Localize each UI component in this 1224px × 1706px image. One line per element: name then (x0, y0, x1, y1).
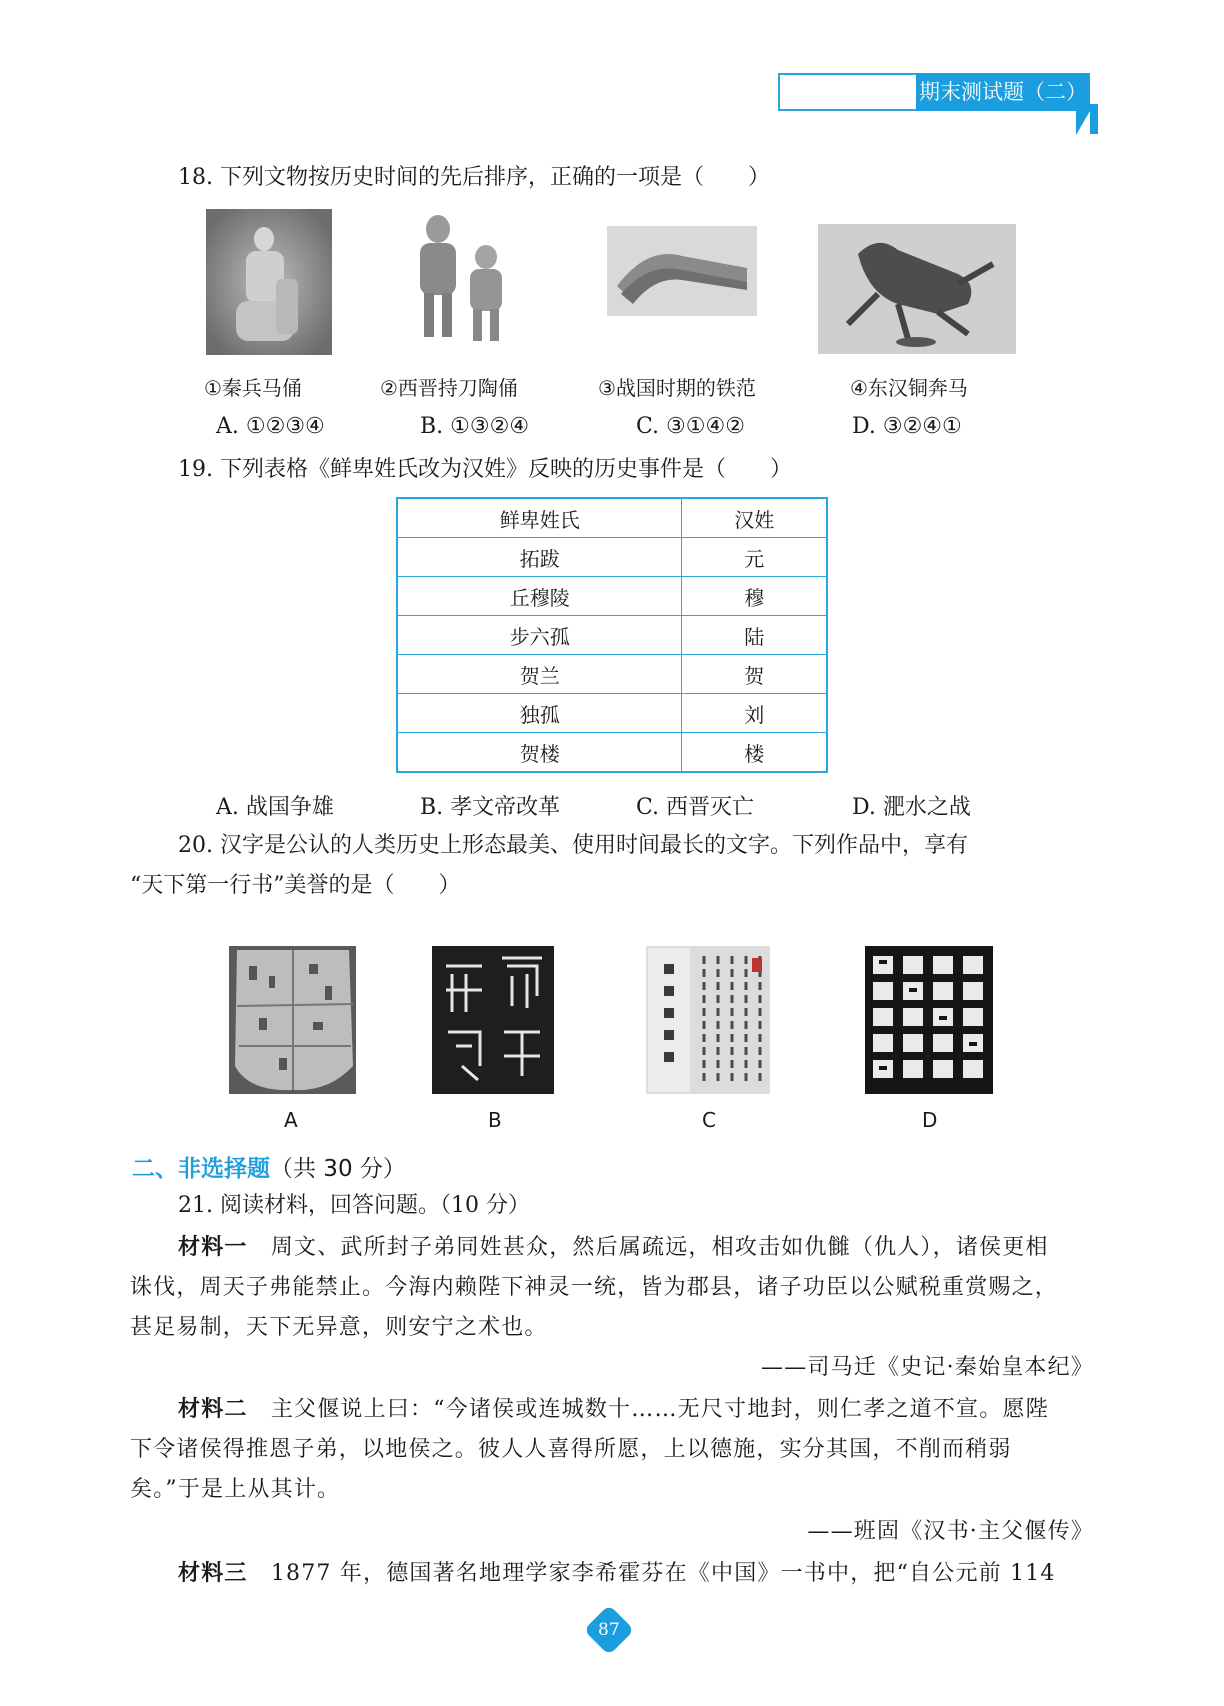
q20-label-b: B (488, 1108, 502, 1132)
q19-option-b[interactable]: B. 孝文帝改革 (420, 795, 561, 820)
table-row (397, 577, 827, 616)
page-number-badge (584, 1605, 635, 1656)
material-2-line1 (178, 1390, 1049, 1430)
q20-stem-line1: 20. 汉字是公认的人类历史上形态最美、使用时间最长的文字。下列作品中，享有 (178, 833, 968, 858)
lanting-preface-image (646, 946, 770, 1094)
table-cell: 贺兰 (397, 655, 682, 694)
q18-option-a[interactable]: A. ①②③④ (216, 414, 325, 439)
q19-option-c[interactable]: C. 西晋灭亡 (636, 795, 755, 820)
material-3-label: 材料三 (178, 1561, 248, 1586)
q20-label-d: D (922, 1108, 938, 1132)
table-header-row (397, 498, 827, 538)
material-2-line3: 矣。”于是上从其计。 (130, 1477, 341, 1502)
table-cell: 贺楼 (397, 733, 682, 773)
table-cell: 贺 (682, 655, 827, 694)
material-1-line1 (178, 1228, 1049, 1268)
q20-label-c: C (702, 1108, 716, 1132)
q19-option-a[interactable]: A. 战国争雄 (216, 795, 334, 820)
table-row (397, 655, 827, 694)
bronze-galloping-horse-image (818, 224, 1016, 354)
material-2-label: 材料二 (178, 1397, 248, 1422)
section-title-text: 二、非选择题 (132, 1156, 270, 1182)
q18-caption-4: ④东汉铜奔马 (850, 376, 968, 400)
section-title (132, 1150, 406, 1183)
seal-script-image (432, 946, 554, 1094)
section-score: （共 30 分） (270, 1156, 406, 1182)
material-3-text: 1877 年，德国著名地理学家李希霍芬在《中国》一书中，把“自公元前 114 (270, 1561, 1056, 1586)
pottery-figurines-image (400, 207, 520, 347)
material-1-line3: 甚足易制，天下无异意，则安宁之术也。 (130, 1315, 548, 1340)
q18-caption-2: ②西晋持刀陶俑 (380, 376, 518, 400)
table-cell: 步六孤 (397, 616, 682, 655)
material-1-line2: 诛伐，周天子弗能禁止。今海内赖陛下神灵一统，皆为郡县，诸子功臣以公赋税重赏赐之， (130, 1275, 1059, 1300)
q18-option-d[interactable]: D. ③②④① (852, 414, 962, 439)
q19-option-d[interactable]: D. 淝水之战 (852, 795, 971, 820)
table-cell: 刘 (682, 694, 827, 733)
table-header-cell: 鲜卑姓氏 (397, 498, 682, 538)
table-cell: 楼 (682, 733, 827, 773)
table-header-cell: 汉姓 (682, 498, 827, 538)
table-row (397, 694, 827, 733)
oracle-bone-image (229, 946, 356, 1094)
table-cell: 元 (682, 538, 827, 577)
q21-stem: 21. 阅读材料，回答问题。（10 分） (178, 1193, 530, 1218)
header-tab-corner (1076, 111, 1090, 135)
q18-caption-3: ③战国时期的铁范 (598, 376, 756, 400)
q18-stem: 18. 下列文物按历史时间的先后排序，正确的一项是（ ） (178, 165, 770, 190)
material-1-label: 材料一 (178, 1235, 248, 1260)
page-header-title: 期末测试题（二） (919, 80, 1087, 104)
material-2-source: ——班固《汉书·主父偃传》 (807, 1519, 1094, 1544)
table-row (397, 616, 827, 655)
q18-option-c[interactable]: C. ③①④② (636, 414, 745, 439)
q19-stem: 19. 下列表格《鲜卑姓氏改为汉姓》反映的历史事件是（ ） (178, 457, 792, 482)
material-1-text: 周文、武所封子弟同姓甚众，然后属疏远，相攻击如仇雠（仇人），诸侯更相 (270, 1235, 1049, 1260)
page-number: 87 (598, 1619, 620, 1640)
table-cell: 拓跋 (397, 538, 682, 577)
table-cell: 陆 (682, 616, 827, 655)
table-cell: 穆 (682, 577, 827, 616)
q18-caption-1: ①秦兵马俑 (204, 376, 302, 400)
iron-mold-image (607, 226, 757, 316)
table-row (397, 733, 827, 773)
stele-calligraphy-image (865, 946, 993, 1094)
material-1-source: ——司马迁《史记·秦始皇本纪》 (761, 1355, 1094, 1380)
q20-label-a: A (284, 1108, 298, 1132)
header-tab-edge (1090, 104, 1098, 134)
material-2-line2: 下令诸侯得推恩子弟，以地侯之。彼人人喜得所愿，上以德施，实分其国，不削而稍弱 (130, 1437, 1012, 1462)
q18-option-b[interactable]: B. ①③②④ (420, 414, 530, 439)
surname-table (396, 497, 828, 773)
material-3-line1 (178, 1554, 1056, 1594)
table-row (397, 538, 827, 577)
q20-stem-line2: “天下第一行书”美誉的是（ ） (130, 873, 461, 898)
table-cell: 独孤 (397, 694, 682, 733)
terracotta-warrior-image (206, 209, 332, 355)
material-2-text: 主父偃说上曰：“今诸侯或连城数十……无尺寸地封，则仁孝之道不宣。愿陛 (270, 1397, 1049, 1422)
table-cell: 丘穆陵 (397, 577, 682, 616)
